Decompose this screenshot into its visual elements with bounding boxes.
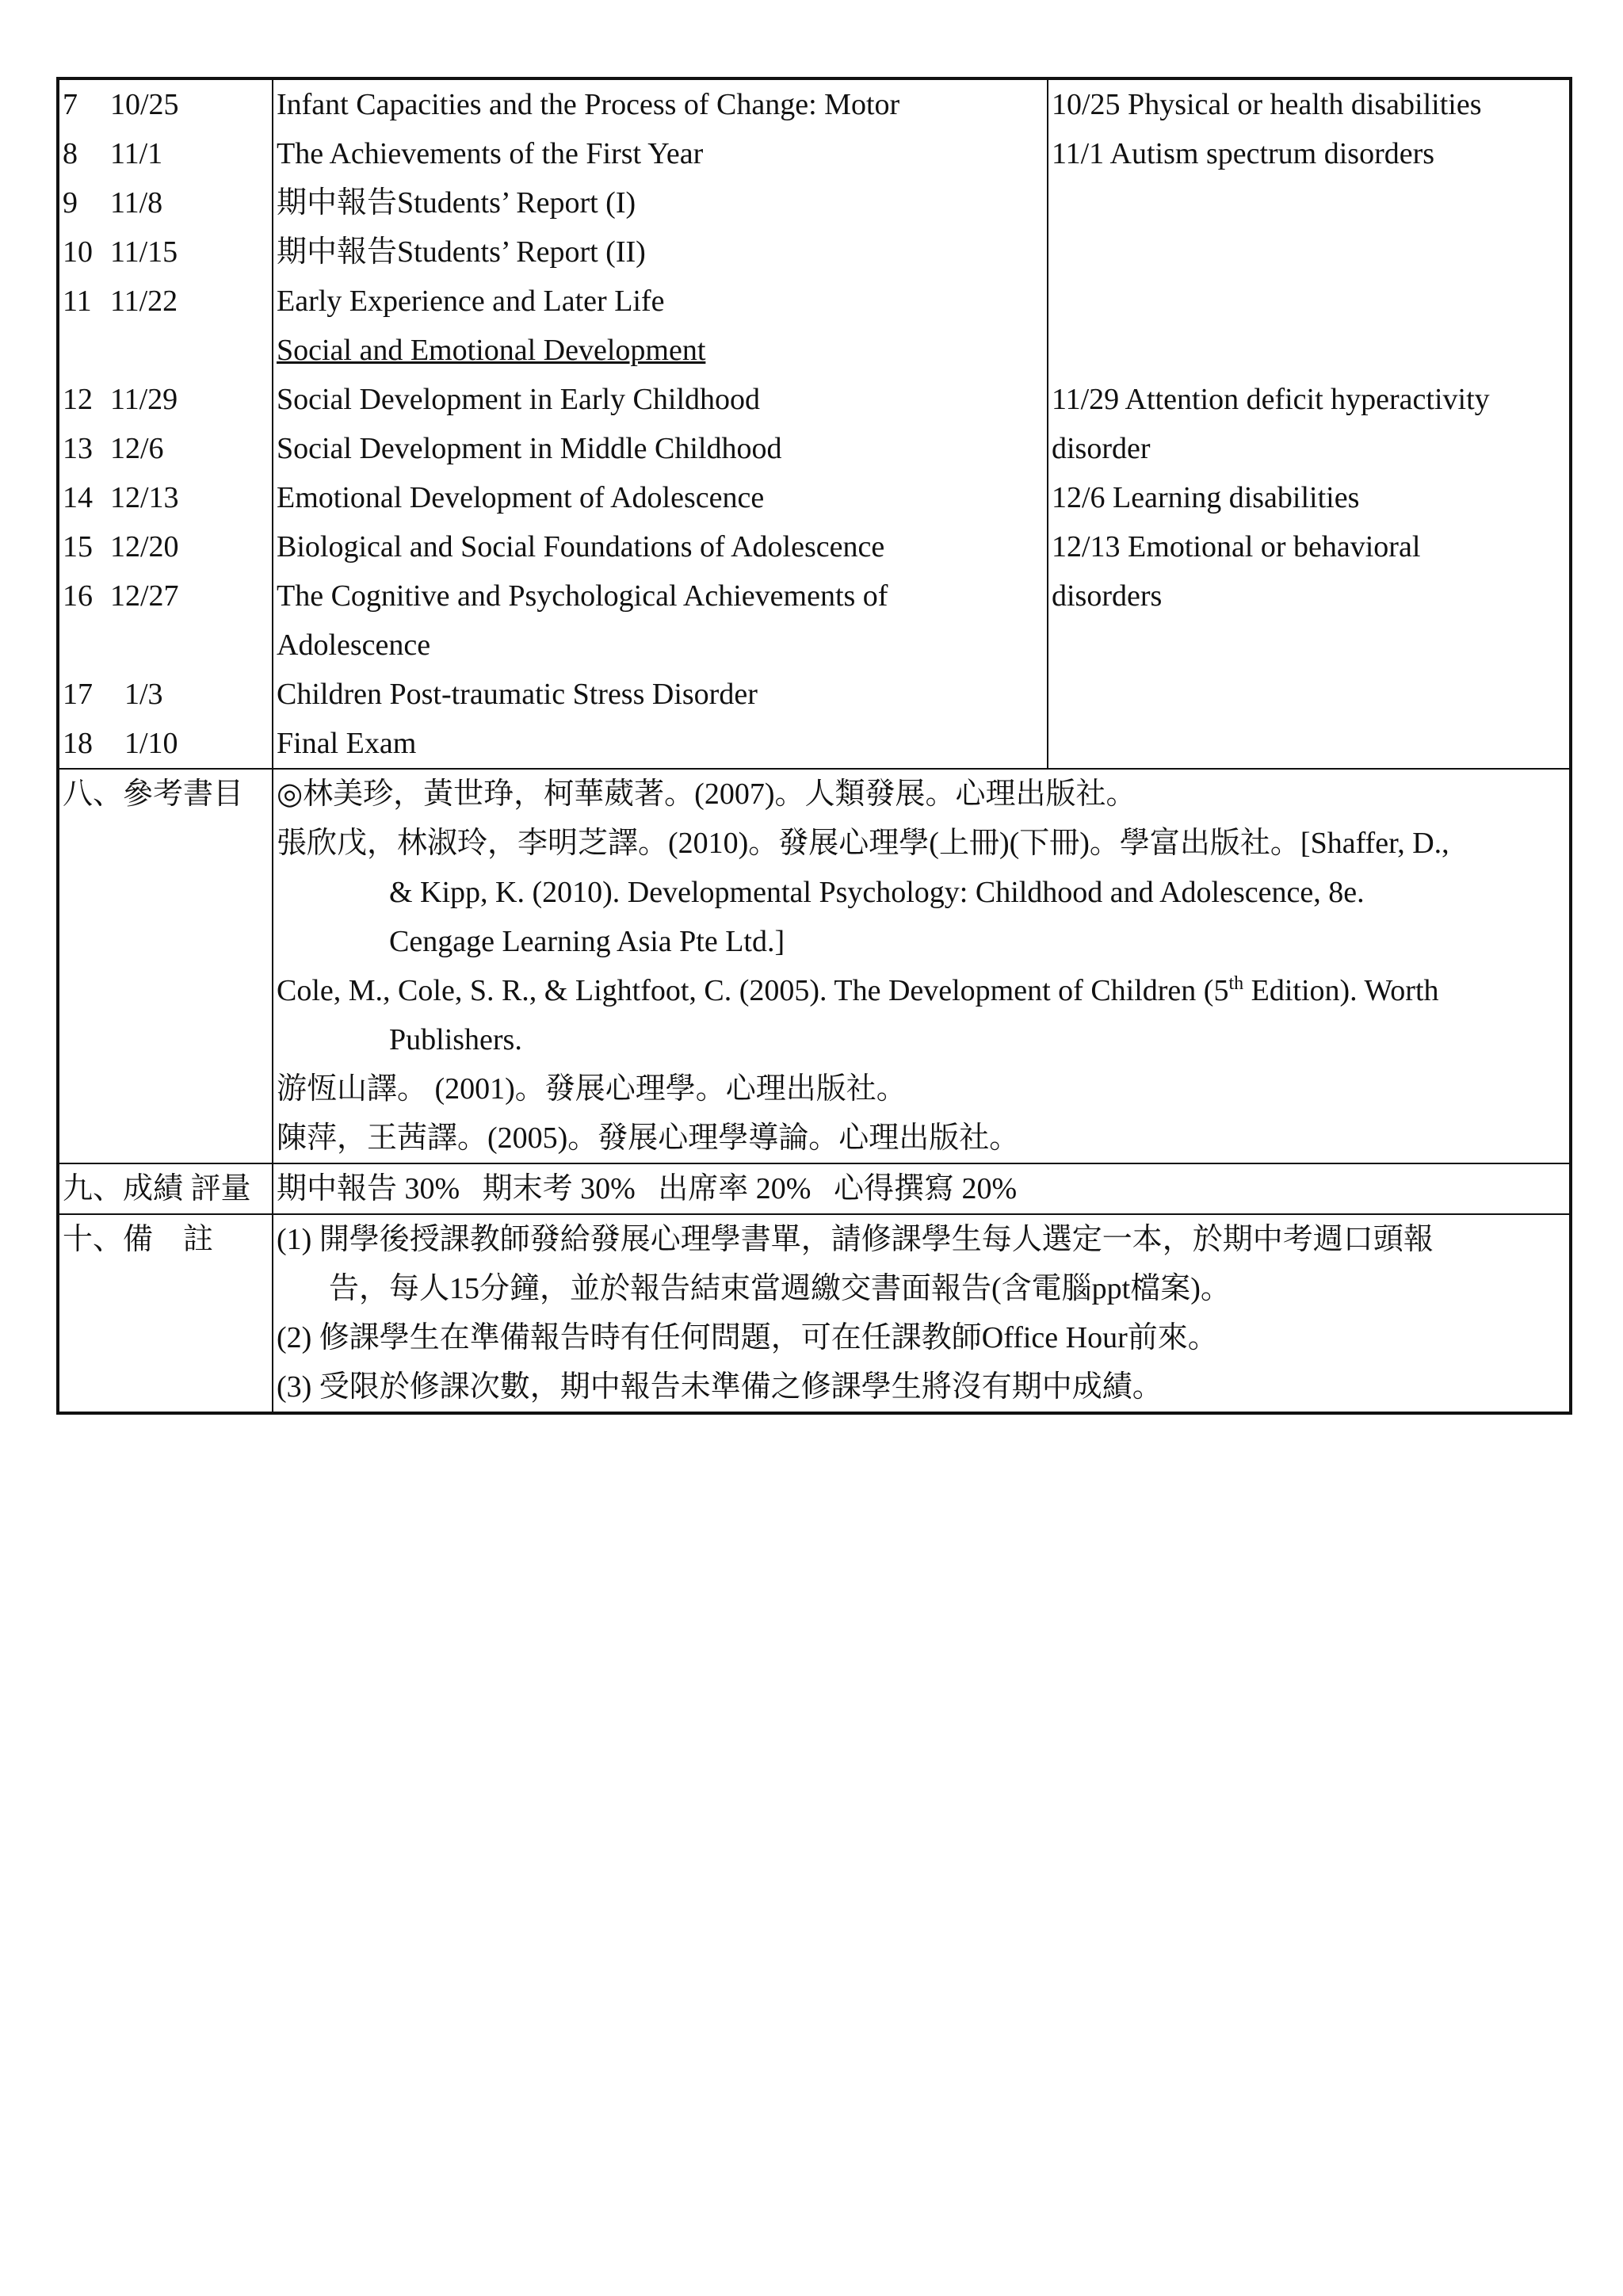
week-number: 7 [63, 88, 78, 121]
week-number: 15 [63, 530, 93, 563]
topic-text: Social Development in Early Childhood [277, 383, 761, 416]
week-number: 8 [63, 137, 78, 170]
week-row [59, 719, 272, 768]
note-text: disorders [1052, 579, 1163, 613]
week-row [59, 178, 272, 227]
reference-line-cole [277, 966, 1569, 1015]
week-date: 12/13 [110, 481, 179, 514]
references-block [59, 768, 1569, 1163]
grading-text: 期中報告 30% 期末考 30% 出席率 20% 心得撰寫 20% [277, 1172, 1018, 1205]
remark-line: (1) 開學後授課教師發給發展心理學書單，請修課學生每人選定一本，於期中考週口頭報 [277, 1223, 1434, 1256]
week-row [59, 621, 272, 670]
grading-block [59, 1163, 1569, 1213]
topic-text: Infant Capacities and the Process of Change: Motor [277, 88, 900, 121]
remark-line: 告，每人15分鐘，並於報告結束當週繳交書面報告(含電腦ppt檔案)。 [329, 1272, 1231, 1305]
week-row [59, 571, 272, 621]
note-text: disorder [1052, 432, 1151, 465]
week-number: 13 [63, 432, 93, 465]
syllabus-table [56, 77, 1572, 1415]
references-label: 八、參考書目 [59, 770, 273, 1163]
topic-text: Adolescence [277, 628, 431, 662]
note-text [1052, 277, 1569, 326]
section-heading-text: Social and Emotional Development [277, 334, 706, 367]
reference-line: Publishers. [389, 1023, 522, 1056]
schedule-topic-column [273, 80, 1048, 768]
week-row [59, 473, 272, 522]
reference-cole-superscript: th [1228, 973, 1244, 994]
week-date: 11/22 [110, 285, 178, 318]
schedule-week-column [59, 80, 273, 768]
grading-label: 九、成績 評量 [59, 1164, 273, 1213]
reference-cole-tail: Edition). Worth [1243, 974, 1439, 1007]
note-text: 11/29 Attention deficit hyperactivity [1052, 383, 1490, 416]
topic-text: Social Development in Middle Childhood [277, 432, 782, 465]
reference-cole-main: Cole, M., Cole, S. R., & Lightfoot, C. (2005). The Development of Children (5 [277, 974, 1229, 1007]
week-number: 18 [63, 727, 93, 760]
week-date: 12/27 [110, 579, 179, 613]
reference-line: ◎林美珍，黃世琤，柯華葳著。(2007)。人類發展。心理出版社。 [277, 777, 1136, 811]
reference-line: 張欣戊，林淑玲，李明芝譯。(2010)。發展心理學(上冊)(下冊)。學富出版社。[Shaffer, D., [277, 827, 1449, 860]
week-row [59, 424, 272, 473]
topic-text: Early Experience and Later Life [277, 285, 665, 318]
note-text: 12/6 Learning disabilities [1052, 481, 1360, 514]
week-row [59, 80, 272, 129]
remark-line: (3) 受限於修課次數，期中報告未準備之修課學生將沒有期中成績。 [277, 1370, 1163, 1404]
schedule-note-column [1048, 80, 1569, 768]
note-text [1052, 719, 1569, 768]
week-row [59, 129, 272, 178]
week-date: 11/8 [110, 186, 163, 220]
week-date: 12/20 [110, 530, 179, 563]
note-text [1052, 178, 1569, 227]
week-date: 11/15 [110, 235, 178, 269]
week-row [59, 326, 272, 375]
week-date: 10/25 [110, 88, 179, 121]
week-number: 16 [63, 579, 93, 613]
week-number: 12 [63, 383, 93, 416]
note-text: 12/13 Emotional or behavioral [1052, 530, 1421, 563]
remarks-block [59, 1213, 1569, 1412]
reference-line: 游恆山譯。 (2001)。發展心理學。心理出版社。 [277, 1072, 907, 1106]
week-number: 10 [63, 235, 93, 269]
week-row [59, 670, 272, 719]
remarks-content [273, 1215, 1569, 1412]
note-text [1052, 227, 1569, 277]
section-heading [277, 326, 1047, 375]
week-row [59, 375, 272, 424]
week-date: 11/29 [110, 383, 178, 416]
remark-line: (2) 修課學生在準備報告時有任何問題，可在任課教師Office Hour前來。 [277, 1321, 1218, 1354]
week-number: 14 [63, 481, 93, 514]
reference-line: 陳萍，王茜譯。(2005)。發展心理學導論。心理出版社。 [277, 1121, 1020, 1155]
week-number: 11 [63, 285, 92, 318]
topic-text: Children Post-traumatic Stress Disorder [277, 678, 758, 711]
reference-line: & Kipp, K. (2010). Developmental Psychology: Childhood and Adolescence, 8e. [389, 876, 1365, 909]
week-number: 17 [63, 678, 93, 711]
topic-text: The Cognitive and Psychological Achievements of [277, 579, 888, 613]
week-date: 1/3 [124, 678, 163, 711]
week-row [59, 277, 272, 326]
note-text: 10/25 Physical or health disabilities [1052, 88, 1482, 121]
reference-line: Cengage Learning Asia Pte Ltd.] [389, 925, 785, 958]
remarks-label: 十、備 註 [59, 1215, 273, 1412]
schedule-block [59, 80, 1569, 768]
topic-text: Biological and Social Foundations of Adolescence [277, 530, 885, 563]
week-date: 12/6 [110, 432, 164, 465]
topic-text: 期中報告Students’ Report (I) [277, 186, 636, 220]
topic-text: Final Exam [277, 727, 417, 760]
references-content [273, 770, 1569, 1163]
week-number: 9 [63, 186, 78, 220]
grading-content [273, 1164, 1569, 1213]
note-text [1052, 621, 1569, 670]
week-date: 1/10 [124, 727, 178, 760]
note-text [1052, 326, 1569, 375]
topic-text: 期中報告Students’ Report (II) [277, 235, 646, 269]
note-text: 11/1 Autism spectrum disorders [1052, 137, 1435, 170]
topic-text: The Achievements of the First Year [277, 137, 704, 170]
topic-text: Emotional Development of Adolescence [277, 481, 765, 514]
week-row [59, 522, 272, 571]
note-text [1052, 670, 1569, 719]
week-row [59, 227, 272, 277]
week-date: 11/1 [110, 137, 163, 170]
